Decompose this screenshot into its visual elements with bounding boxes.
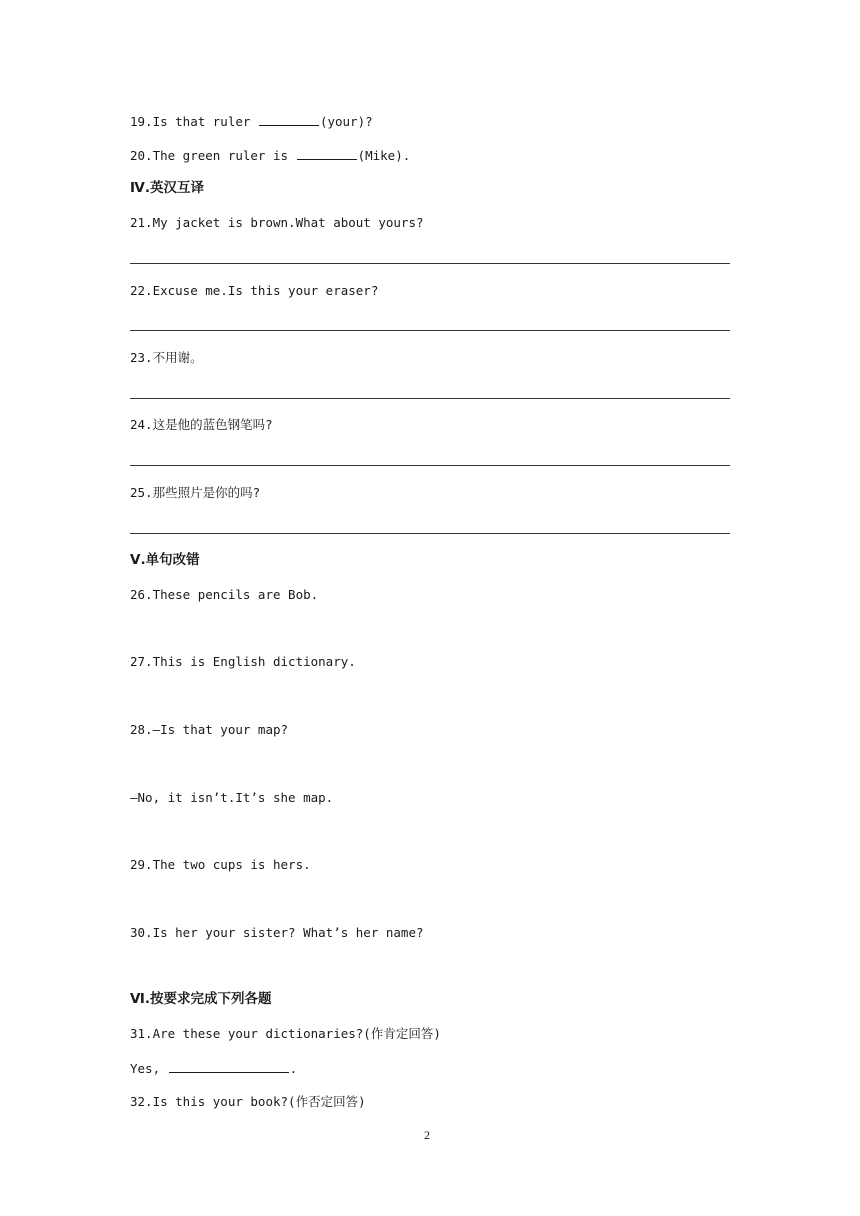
answer-suffix: . (289, 1061, 298, 1076)
question-31: 31.Are these your dictionaries?(作肯定回答) (130, 1026, 441, 1041)
answer-line[interactable] (130, 533, 730, 534)
q20-text: 20.The green ruler is (130, 148, 296, 163)
answer-blank[interactable] (259, 113, 319, 126)
question-21: 21.My jacket is brown.What about yours? (130, 215, 424, 230)
q20-hint: (Mike). (357, 148, 411, 163)
answer-blank[interactable] (169, 1060, 289, 1073)
section-heading-error-correction: Ⅴ.单句改错 (130, 552, 200, 568)
answer-line[interactable] (130, 263, 730, 264)
question-25: 25.那些照片是你的吗? (130, 485, 261, 500)
answer-line[interactable] (130, 330, 730, 331)
answer-line[interactable] (130, 398, 730, 399)
question-20 (130, 147, 410, 164)
question-19 (130, 113, 373, 130)
question-30: 30.Is her your sister? What’s her name? (130, 925, 424, 940)
question-29: 29.The two cups is hers. (130, 857, 311, 872)
q19-text: 19.Is that ruler (130, 114, 258, 129)
section-heading-translation: Ⅳ.英汉互译 (130, 180, 204, 196)
question-27: 27.This is English dictionary. (130, 654, 356, 669)
question-26: 26.These pencils are Bob. (130, 587, 319, 602)
answer-line[interactable] (130, 465, 730, 466)
page-number: 2 (424, 1128, 430, 1142)
question-23: 23.不用谢。 (130, 350, 203, 365)
answer-prefix: Yes, (130, 1061, 168, 1076)
question-28-line-1: 28.—Is that your map? (130, 722, 289, 737)
question-32: 32.Is this your book?(作否定回答) (130, 1094, 366, 1109)
q19-hint: (your)? (319, 114, 373, 129)
question-22: 22.Excuse me.Is this your eraser? (130, 283, 379, 298)
section-heading-tasks: Ⅵ.按要求完成下列各题 (130, 991, 272, 1007)
question-31-answer (130, 1060, 297, 1077)
question-24: 24.这是他的蓝色钢笔吗? (130, 417, 273, 432)
answer-blank[interactable] (297, 147, 357, 160)
question-28-line-2: —No, it isn’t.It’s she map. (130, 790, 334, 805)
